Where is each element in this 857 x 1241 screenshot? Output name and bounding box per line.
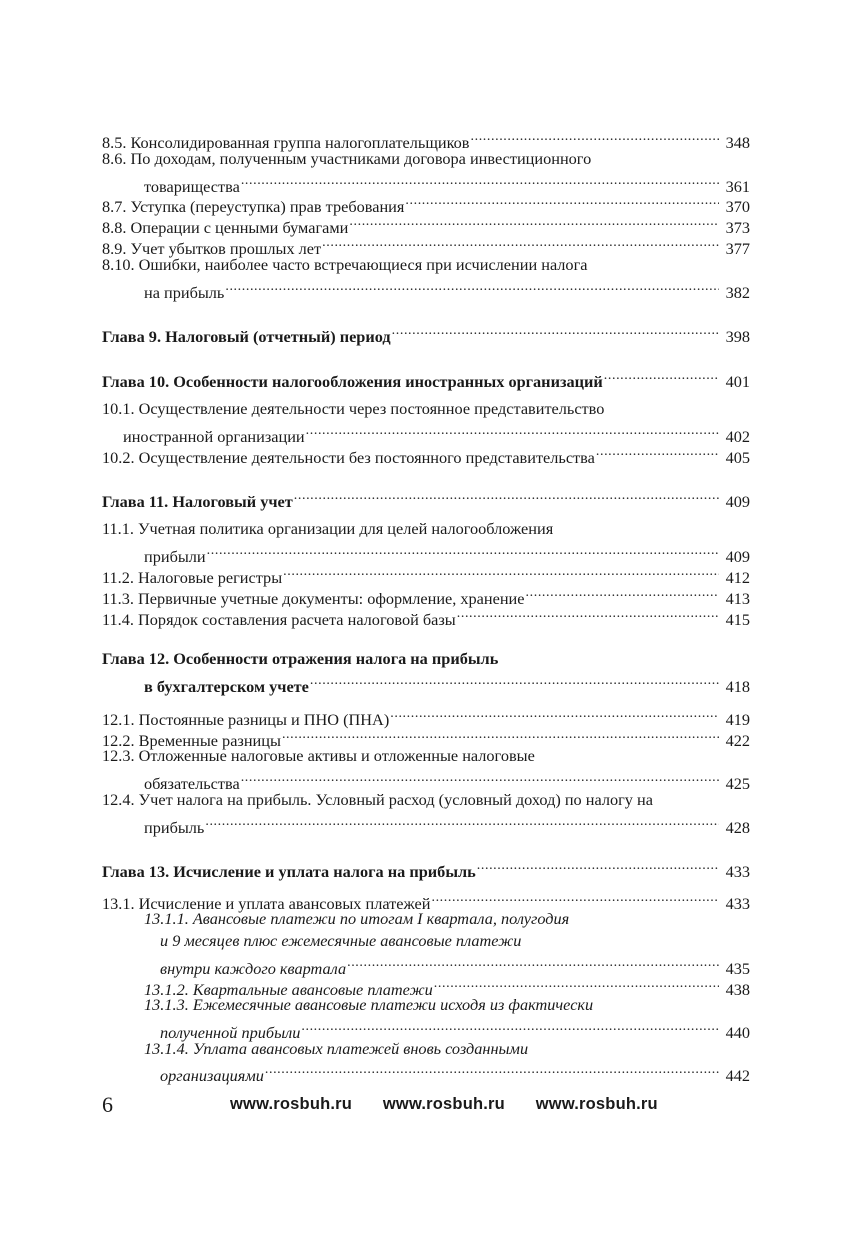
toc-subentry-title: 13.1.4. Уплата авансовых платежей вновь созданными bbox=[144, 1039, 529, 1058]
dot-leader bbox=[347, 952, 719, 974]
footer-links bbox=[230, 1095, 684, 1114]
toc-entry-page: 433 bbox=[725, 894, 750, 913]
toc-entry-title: 12.1. Постоянные разницы и ПНО (ПНА) bbox=[102, 710, 390, 729]
dot-leader bbox=[604, 365, 719, 387]
toc-entry-continuation bbox=[144, 811, 750, 837]
dot-leader bbox=[265, 1059, 719, 1081]
toc-subentry-page: 440 bbox=[725, 1023, 750, 1042]
toc-entry-page: 373 bbox=[725, 218, 750, 237]
toc-entry bbox=[102, 724, 750, 750]
dot-leader bbox=[310, 670, 719, 692]
toc-subentry-continuation bbox=[160, 1059, 750, 1085]
toc-chapter bbox=[102, 365, 750, 391]
toc-entry-title: прибыль bbox=[144, 818, 205, 837]
toc-subentry-continuation bbox=[160, 1016, 750, 1042]
dot-leader bbox=[283, 561, 719, 583]
toc-chapter bbox=[102, 855, 750, 881]
toc-entry-title: 12.3. Отложенные налоговые активы и отложенные налоговые bbox=[102, 746, 535, 765]
toc-subentry-title: организациями bbox=[160, 1066, 264, 1085]
toc-subentry-continuation bbox=[160, 952, 750, 978]
toc-entry bbox=[102, 190, 750, 216]
toc-entry-title: на прибыль bbox=[144, 283, 225, 302]
dot-leader bbox=[457, 603, 719, 625]
footer-link[interactable]: www.rosbuh.ru bbox=[382, 1095, 505, 1113]
toc-chapter-title: Глава 13. Исчисление и уплата налога на прибыль bbox=[102, 862, 476, 881]
toc-chapter-title: в бухгалтерском учете bbox=[144, 677, 309, 696]
dot-leader bbox=[434, 973, 719, 995]
dot-leader bbox=[306, 420, 719, 442]
toc-entry bbox=[102, 703, 750, 729]
toc-entry bbox=[102, 789, 758, 811]
toc-subentry bbox=[144, 973, 750, 999]
toc-entry-page: 419 bbox=[725, 710, 750, 729]
dot-leader bbox=[241, 767, 719, 789]
dot-leader bbox=[477, 855, 719, 877]
toc-entry-title: 10.2. Осуществление деятельности без постоянного представительства bbox=[102, 448, 595, 467]
toc-subentry-continuation bbox=[160, 930, 750, 952]
toc-entry-page: 409 bbox=[725, 547, 750, 566]
dot-leader bbox=[405, 190, 719, 212]
toc-entry bbox=[102, 518, 750, 540]
toc-chapter-continuation bbox=[144, 670, 750, 696]
toc-entry-page: 370 bbox=[725, 197, 750, 216]
toc-entry-continuation bbox=[144, 767, 750, 793]
dot-leader bbox=[392, 320, 719, 342]
toc-entry-title: 11.4. Порядок составления расчета налоговой базы bbox=[102, 610, 456, 629]
dot-leader bbox=[390, 703, 719, 725]
toc-entry-title: прибыли bbox=[144, 547, 206, 566]
toc-entry-page: 361 bbox=[725, 177, 750, 196]
toc-entry-continuation bbox=[123, 420, 750, 446]
toc-chapter-page: 418 bbox=[725, 677, 750, 696]
dot-leader bbox=[431, 887, 719, 909]
dot-leader bbox=[241, 170, 719, 192]
dot-leader bbox=[225, 276, 719, 298]
toc-entry-title: товарищества bbox=[144, 177, 240, 196]
toc-entry-title: 8.7. Уступка (переуступка) прав требования bbox=[102, 197, 405, 216]
dot-leader bbox=[349, 211, 719, 233]
toc-entry-continuation bbox=[144, 276, 750, 302]
toc-chapter-title: Глава 11. Налоговый учет bbox=[102, 492, 293, 511]
toc-entry bbox=[102, 887, 750, 913]
toc-subentry-title: 13.1.1. Авансовые платежи по итогам I квартала, полугодия bbox=[144, 909, 570, 928]
dot-leader bbox=[322, 232, 719, 254]
toc-entry bbox=[102, 441, 750, 467]
toc-entry bbox=[102, 561, 750, 587]
toc-chapter bbox=[102, 485, 750, 511]
toc-chapter-page: 398 bbox=[725, 327, 750, 346]
toc-entry-continuation bbox=[144, 540, 750, 566]
dot-leader bbox=[207, 540, 719, 562]
toc-entry bbox=[102, 254, 750, 276]
toc-entry-title: 12.2. Временные разницы bbox=[102, 731, 281, 750]
toc-entry-title: 11.1. Учетная политика организации для целей налогообложения bbox=[102, 519, 554, 538]
dot-leader bbox=[471, 126, 720, 148]
toc-entry-page: 405 bbox=[725, 448, 750, 467]
toc-subentry-title: 13.1.3. Ежемесячные авансовые платежи исходя из фактически bbox=[144, 995, 594, 1014]
footer-link[interactable]: www.rosbuh.ru bbox=[535, 1095, 658, 1113]
dot-leader bbox=[301, 1016, 719, 1038]
dot-leader bbox=[282, 724, 719, 746]
dot-leader bbox=[596, 441, 719, 463]
toc-entry-page: 415 bbox=[725, 610, 750, 629]
toc-entry-page: 382 bbox=[725, 283, 750, 302]
toc-entry bbox=[102, 232, 750, 258]
toc-subentry-title: внутри каждого квартала bbox=[160, 959, 347, 978]
toc-subentry-page: 442 bbox=[725, 1066, 750, 1085]
toc-entry-title: иностранной организации bbox=[123, 427, 305, 446]
toc-entry-title: 8.8. Операции с ценными бумагами bbox=[102, 218, 349, 237]
toc-chapter-page: 433 bbox=[725, 862, 750, 881]
toc-subentry-page: 435 bbox=[725, 959, 750, 978]
toc-chapter-title: Глава 9. Налоговый (отчетный) период bbox=[102, 327, 391, 346]
toc-subentry bbox=[144, 1038, 750, 1060]
toc-entry-title: обязательства bbox=[144, 774, 240, 793]
toc-entry-page: 377 bbox=[725, 239, 750, 258]
toc-entry-title: 8.9. Учет убытков прошлых лет bbox=[102, 239, 322, 258]
toc-chapter-title: Глава 12. Особенности отражения налога на прибыль bbox=[102, 649, 499, 668]
toc-entry-title: 10.1. Осуществление деятельности через постоянное представительство bbox=[102, 399, 605, 418]
toc-chapter-page: 401 bbox=[725, 372, 750, 391]
footer-link[interactable]: www.rosbuh.ru bbox=[230, 1095, 353, 1113]
toc-entry-continuation bbox=[144, 170, 750, 196]
toc-entry-page: 413 bbox=[725, 589, 750, 608]
toc-entry-title: 13.1. Исчисление и уплата авансовых платежей bbox=[102, 894, 431, 913]
toc-entry bbox=[102, 582, 750, 608]
toc-subentry-title: и 9 месяцев плюс ежемесячные авансовые платежи bbox=[160, 931, 522, 950]
toc-entry bbox=[102, 603, 750, 629]
toc-entry-page: 348 bbox=[725, 133, 750, 152]
toc-chapter bbox=[102, 320, 750, 346]
toc-entry-title: 8.10. Ошибки, наиболее часто встречающиеся при исчислении налога bbox=[102, 255, 588, 274]
toc-entry-page: 422 bbox=[725, 731, 750, 750]
toc-entry-title: 12.4. Учет налога на прибыль. Условный расход (условный доход) по налогу на bbox=[102, 790, 653, 809]
page-number: 6 bbox=[102, 1092, 113, 1117]
toc-subentry-page: 438 bbox=[725, 980, 750, 999]
toc-entry-title: 11.2. Налоговые регистры bbox=[102, 568, 283, 587]
toc-subentry-title: 13.1.2. Квартальные авансовые платежи bbox=[144, 980, 433, 999]
toc-entry-title: 11.3. Первичные учетные документы: оформление, хранение bbox=[102, 589, 525, 608]
toc-entry bbox=[102, 211, 750, 237]
toc-entry bbox=[102, 126, 750, 152]
toc-entry-page: 412 bbox=[725, 568, 750, 587]
dot-leader bbox=[526, 582, 719, 604]
dot-leader bbox=[294, 485, 719, 507]
toc-entry-page: 402 bbox=[725, 427, 750, 446]
toc-subentry bbox=[144, 994, 750, 1016]
toc-subentry bbox=[144, 908, 750, 930]
toc-entry bbox=[102, 398, 750, 420]
toc-entry bbox=[102, 148, 750, 170]
dot-leader bbox=[205, 811, 719, 833]
toc-entry-page: 425 bbox=[725, 774, 750, 793]
toc-subentry-title: полученной прибыли bbox=[160, 1023, 301, 1042]
toc-chapter-title: Глава 10. Особенности налогообложения иностранных организаций bbox=[102, 372, 603, 391]
toc-entry-title: 8.6. По доходам, полученным участниками договора инвестиционного bbox=[102, 149, 592, 168]
toc-entry-title: 8.5. Консолидированная группа налогоплательщиков bbox=[102, 133, 470, 152]
toc-chapter-page: 409 bbox=[725, 492, 750, 511]
toc-chapter bbox=[102, 648, 750, 670]
toc-entry bbox=[102, 745, 750, 767]
toc-entry-page: 428 bbox=[725, 818, 750, 837]
